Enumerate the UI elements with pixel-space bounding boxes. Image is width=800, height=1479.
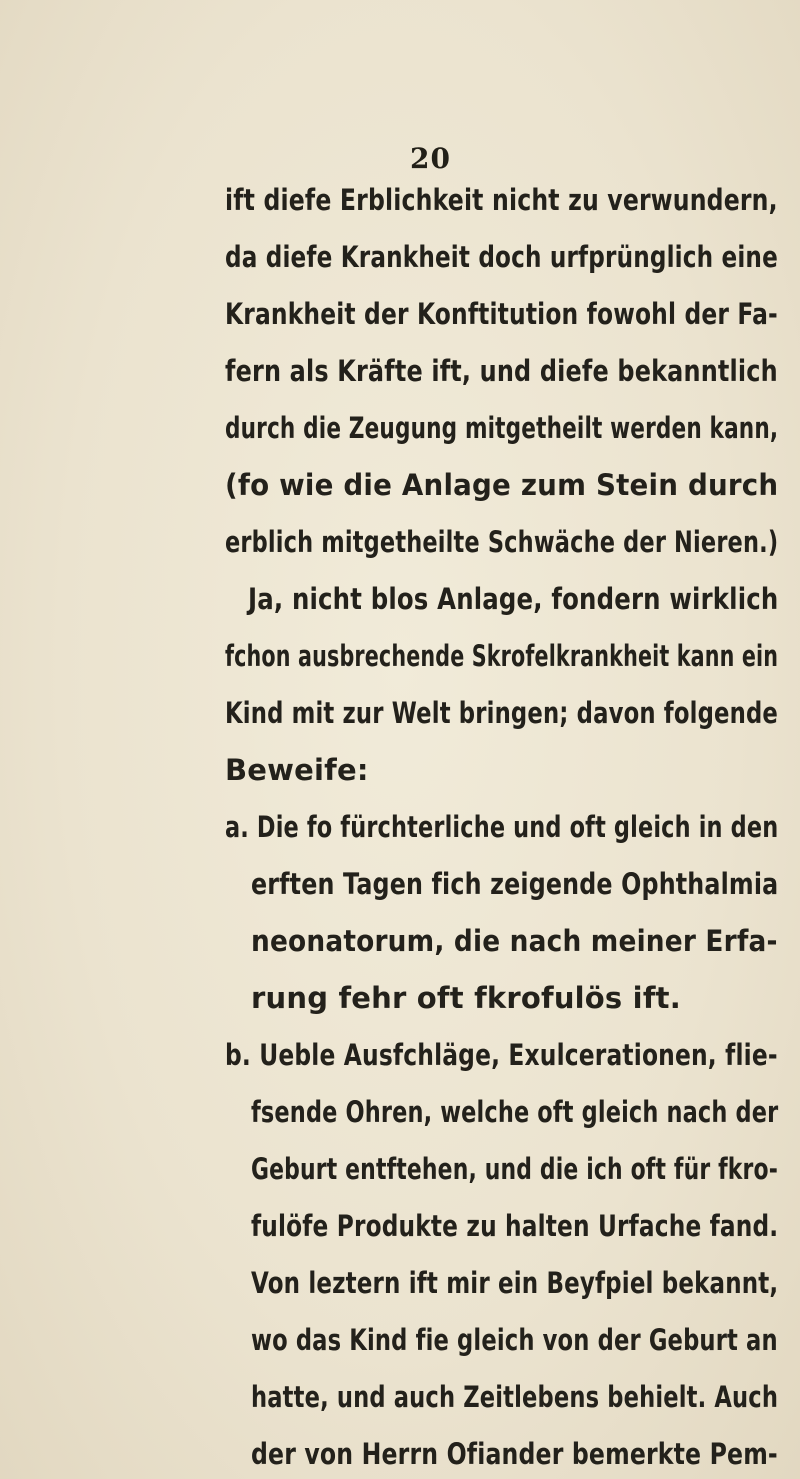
text-line: Geburt entftehen, und die ich oft für fkro- bbox=[251, 1152, 778, 1186]
text-line: fsende Ohren, welche oft gleich nach der bbox=[251, 1095, 779, 1129]
text-line: da diefe Krankheit doch urfprünglich eine bbox=[225, 240, 778, 274]
text-line: der von Herrn Ofiander bemerkte Pem- bbox=[251, 1437, 778, 1471]
text-line: rung fehr oft fkrofulös ift. bbox=[251, 981, 681, 1015]
text-line: neonatorum, die nach meiner Erfa- bbox=[251, 924, 778, 958]
text-line: Von leztern ift mir ein Beyfpiel bekannt, bbox=[251, 1266, 779, 1300]
text-line: Kind mit zur Welt bringen; davon folgende bbox=[225, 696, 778, 730]
text-line: Beweife: bbox=[225, 753, 369, 787]
text-line: (fo wie die Anlage zum Stein durch bbox=[225, 468, 779, 502]
text-line: erblich mitgetheilte Schwäche der Nieren.) bbox=[225, 525, 779, 559]
text-line: fern als Kräfte ift, und diefe bekanntlich bbox=[225, 354, 778, 388]
text-line: Ja, nicht blos Anlage, fondern wirklich bbox=[248, 582, 779, 616]
list-item-a: a. Die fo fürchterliche und oft gleich in den bbox=[225, 810, 779, 844]
text-line: durch die Zeugung mitgetheilt werden kann, bbox=[225, 411, 779, 445]
list-item-b: b. Ueble Ausfchläge, Exulcerationen, flie- bbox=[225, 1038, 778, 1072]
text-line: Krankheit der Konftitution fowohl der Fa- bbox=[225, 297, 778, 331]
text-line: erften Tagen fich zeigende Ophthalmia bbox=[251, 867, 779, 901]
text-line: fulöfe Produkte zu halten Urfache fand. bbox=[251, 1209, 779, 1243]
page-number: 20 bbox=[410, 142, 451, 175]
text-line: hatte, und auch Zeitlebens behielt. Auch bbox=[251, 1380, 779, 1414]
text-line: wo das Kind fie gleich von der Geburt an bbox=[251, 1323, 778, 1357]
text-line: fchon ausbrechende Skrofelkrankheit kann ein bbox=[225, 639, 779, 673]
text-line: ift diefe Erblichkeit nicht zu verwundern, bbox=[225, 183, 778, 217]
